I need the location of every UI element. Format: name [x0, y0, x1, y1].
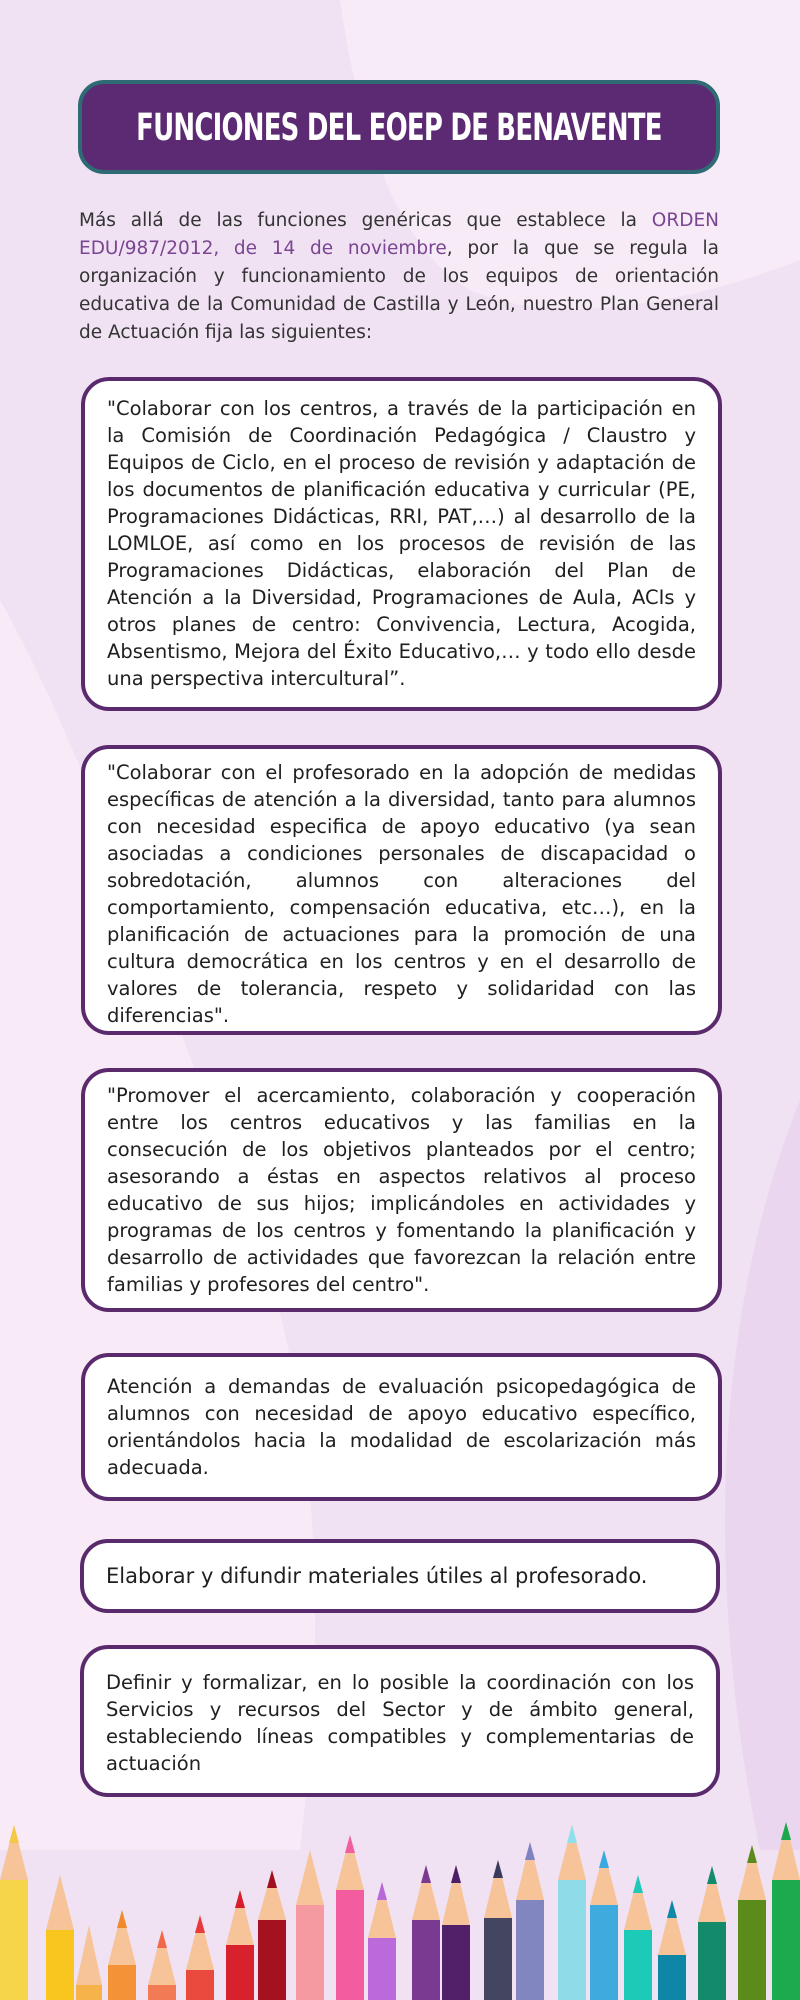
pencil-icon — [0, 1822, 800, 2000]
function-card-3 — [81, 1068, 722, 1312]
function-text-4: Atención a demandas de evaluación psicopedagógica de alumnos con necesidad de apoyo educativo específico, orientándolos hacia la modalidad de escolarización más adecuada. — [107, 1375, 696, 1479]
function-text-5: Elaborar y difundir materiales útiles al profesorado. — [106, 1563, 648, 1588]
title-banner — [78, 80, 720, 174]
colored-pencils-illustration — [0, 1800, 800, 2000]
function-text-1: "Colaborar con los centros, a través de la participación en la Comisión de Coordinación Pedagógica / Claustro y Equipos de Ciclo, en el proceso de revisión y adaptación de los documentos de planificación educativa y curricular (PE, Programaciones Didácticas, RRI, PAT,…) al desarrollo de la LOMLOE, así como en los procesos de revisión de las Programaciones Didácticas, elaboración del Plan de Atención a la Diversidad, Programaciones de Aula, ACIs y otros planes de centro: Convivencia, Lectura, Acogida, Absentismo, Mejora del Éxito Educativo,… y todo ello desde una perspectiva intercultural”. — [107, 397, 696, 690]
function-text-6: Definir y formalizar, en lo posible la coordinación con los Servicios y recursos del Sector y de ámbito general, estableciendo líneas compatibles y complementarias de actuación — [106, 1671, 694, 1775]
page-title: FUNCIONES DEL EOEP DE BENAVENTE — [136, 105, 662, 149]
function-card-1 — [81, 377, 722, 711]
function-card-4 — [81, 1353, 722, 1501]
function-text-3: "Promover el acercamiento, colaboración y cooperación entre los centros educativos y las familias en la consecución de los objetivos planteados por el centro; asesorando a éstas en aspectos relativos al proceso educativo de sus hijos; implicándoles en actividades y programas de los centros y fomentando la planificación y desarrollo de actividades que favorezcan la relación entre familias y profesores del centro". — [107, 1084, 696, 1296]
function-card-6 — [80, 1645, 720, 1797]
intro-text-start: Más allá de las funciones genéricas que establece la — [79, 210, 652, 231]
function-text-2: "Colaborar con el profesorado en la adopción de medidas específicas de atención a la diversidad, tanto para alumnos con necesidad especifica de apoyo educativo (ya sean asociadas a condiciones personales de discapacidad o sobredotación, alumnos con alteraciones del comportamiento, compensación educativa, etc…), en la planificación de actuaciones para la promoción de una cultura democrática en los centros y en el desarrollo de valores de tolerancia, respeto y solidaridad con las diferencias". — [107, 761, 696, 1027]
order-link[interactable]: ORDEN EDU/987/2012, de 14 de noviembre — [79, 210, 719, 259]
intro-text-end: , por la que se regula la organización y funcionamiento de los equipos de orientación educativa de la Comunidad de Castilla y León, nuestro Plan General de Actuación fija las siguientes: — [79, 238, 720, 343]
function-card-5 — [80, 1539, 720, 1613]
intro-paragraph — [79, 207, 719, 347]
function-card-2 — [81, 745, 722, 1035]
